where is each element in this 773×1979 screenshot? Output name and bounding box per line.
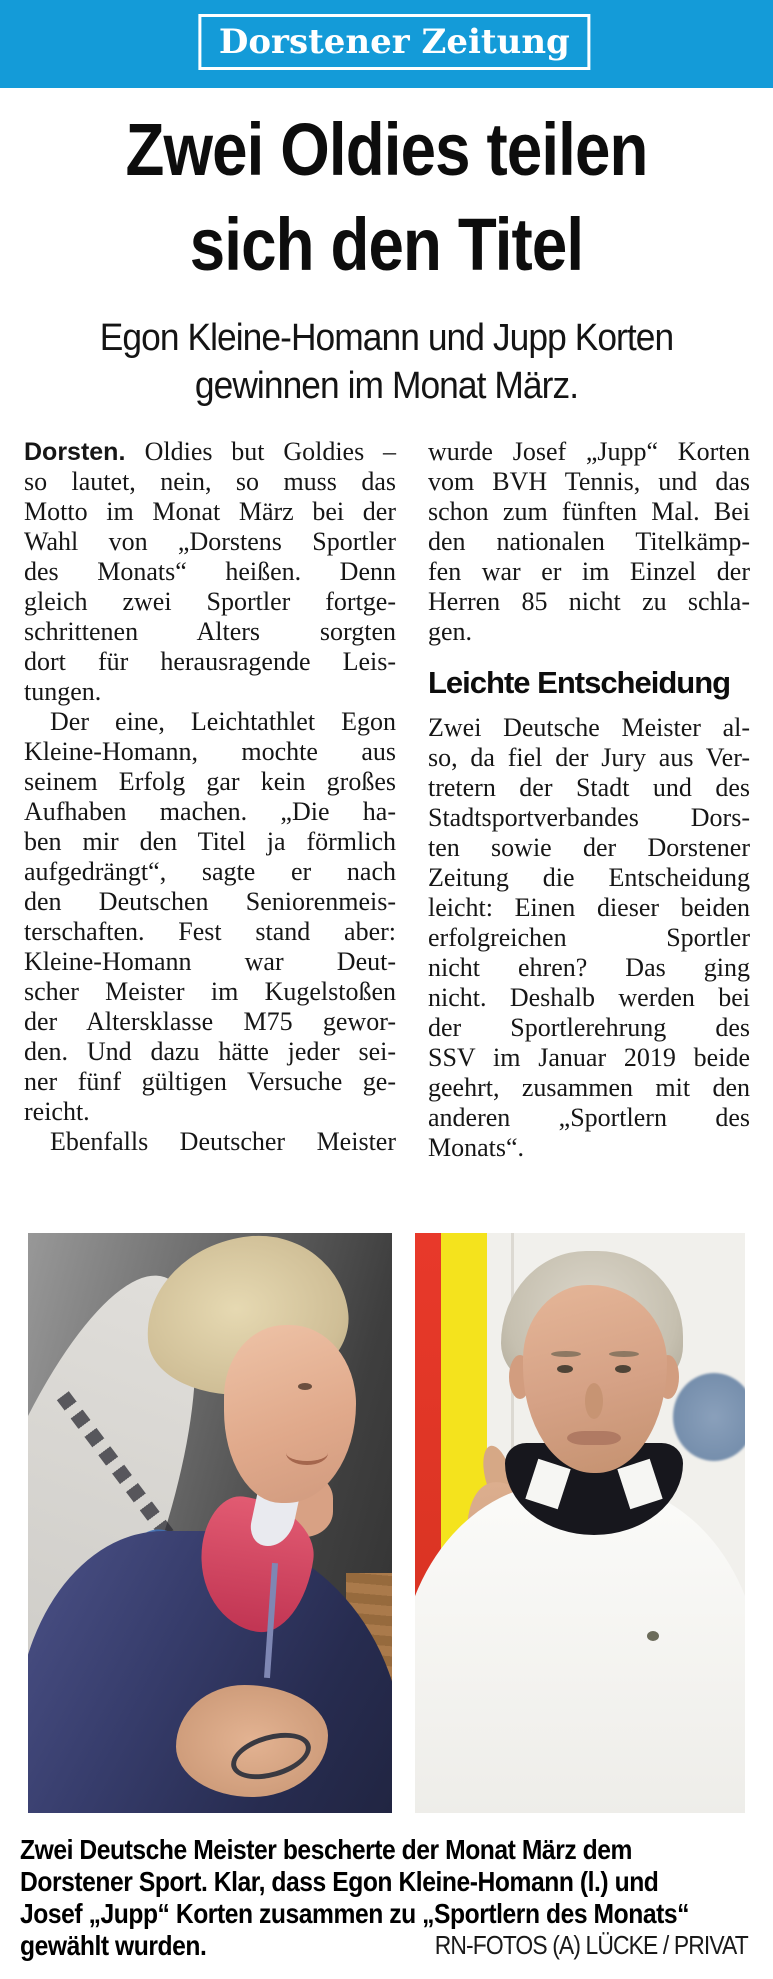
article-line: der Altersklasse M75 gewor- [24,1007,396,1036]
masthead-band [0,0,773,88]
article-line: Stadtsportverbandes Dors- [428,803,750,832]
section-subhead: Leichte Entscheidung [428,665,731,700]
caption-line: gewählt wurden. [20,1930,207,1961]
article-line: terschaften. Fest stand aber: [24,917,396,946]
headline [54,102,719,292]
article-right-part2 [428,713,750,1163]
article-line: Kleine-Homann, mochte aus [24,737,396,766]
subtitle-line-2: gewinnen im Monat März. [194,365,579,407]
photo-right-eye-right [615,1365,631,1373]
caption-line: Zwei Deutsche Meister bescherte der Monat März dem [20,1834,632,1865]
article-line: seinem Erfolg gar kein großes [24,767,396,796]
article-line: tungen. [24,677,102,706]
article-line: Motto im Monat März bei der [24,497,396,526]
article-line: schrittenen Alters sorgten [24,617,396,646]
photo-right-mouth [567,1431,621,1445]
headline-line-2: sich den Titel [189,203,584,286]
article-line: ner fünf gültigen Versuche ge- [24,1067,396,1096]
photo-right [415,1233,745,1813]
photo-right-chest-logo [647,1631,659,1641]
article-line: Monats“. [428,1133,525,1162]
photo-right-nose [585,1383,603,1419]
article-line: nicht ehren? Das ging [428,953,750,982]
article-line: gen. [428,617,473,646]
article-line: Aufhaben machen. „Die ha- [24,797,396,826]
article-line: geehrt, zusammen mit den [428,1073,750,1102]
article-line: Der eine, Leichtathlet Egon [50,707,396,736]
article-line: der Sportlerehrung des [428,1013,750,1042]
article-line: den. Und dazu hätte jeder sei- [24,1037,396,1066]
article-line: aufgedrängt“, sagte er nach [24,857,396,886]
article-line: so lautet, nein, so muss das [24,467,396,496]
article-column-left [24,437,396,1157]
headline-line-1: Zwei Oldies teilen [125,108,648,191]
photo-left [28,1233,392,1813]
article-line: so, da fiel der Jury aus Ver- [428,743,750,772]
article-line: Dorsten. Oldies but Goldies – [24,437,396,466]
newspaper-logo-text: Dorstener Zeitung [218,22,570,62]
article-line: anderen „Sportlern des [428,1103,750,1132]
subtitle [27,314,746,410]
caption-line: Dorstener Sport. Klar, dass Egon Kleine-Homann (l.) und [20,1866,659,1897]
article-line: scher Meister im Kugelstoßen [24,977,396,1006]
photo-right-blue-circle [673,1373,745,1461]
newspaper-logo-box [198,14,591,70]
article-line: leicht: Einen dieser beiden [428,893,750,922]
article-line: Zeitung die Entscheidung [428,863,750,892]
article-column-right [428,437,750,1163]
photo-left-smile [286,1441,328,1465]
article-line: den nationalen Titelkämp- [428,527,750,556]
photo-left-eye [298,1383,312,1390]
article-line: gleich zwei Sportler fortge- [24,587,396,616]
article-line: dort für herausragende Leis- [24,647,396,676]
article-line: vom BVH Tennis, und das [428,467,750,496]
article-line: nicht. Deshalb werden bei [428,983,750,1012]
article-line: fen war er im Einzel der [428,557,750,586]
article-line: SSV im Januar 2019 beide [428,1043,750,1072]
article-line: den Deutschen Seniorenmeis- [24,887,396,916]
article-line: wurde Josef „Jupp“ Korten [428,437,750,466]
article-line: tretern der Stadt und des [428,773,750,802]
article-line: schon zum fünften Mal. Bei [428,497,750,526]
article-line: des Monats“ heißen. Denn [24,557,396,586]
dateline-lead-in: Dorsten. [24,438,145,466]
photo-caption [20,1834,748,1962]
article-right-part1 [428,437,750,647]
article-line: ben mir den Titel ja förmlich [24,827,396,856]
article-line: Ebenfalls Deutscher Meister [50,1127,396,1156]
photo-right-eye-left [557,1365,573,1373]
subtitle-line-1: Egon Kleine-Homann und Jupp Korten [99,317,674,359]
article-line: Wahl von „Dorstens Sportler [24,527,396,556]
photo-credit: RN-FOTOS (A) LÜCKE / PRIVAT [434,1930,748,1960]
photo-left-face [224,1325,356,1503]
article-line: ten sowie der Dorstener [428,833,750,862]
article-line: reicht. [24,1097,90,1126]
article-line: Herren 85 nicht zu schla- [428,587,750,616]
article-line: Zwei Deutsche Meister al- [428,713,750,742]
photo-right-brow-left [551,1351,581,1357]
article-line: Kleine-Homann war Deut- [24,947,396,976]
caption-line: Josef „Jupp“ Korten zusammen zu „Sportlern des Monats“ [20,1898,690,1929]
photo-right-brow-right [609,1351,639,1357]
article-line: erfolgreichen Sportler [428,923,750,952]
